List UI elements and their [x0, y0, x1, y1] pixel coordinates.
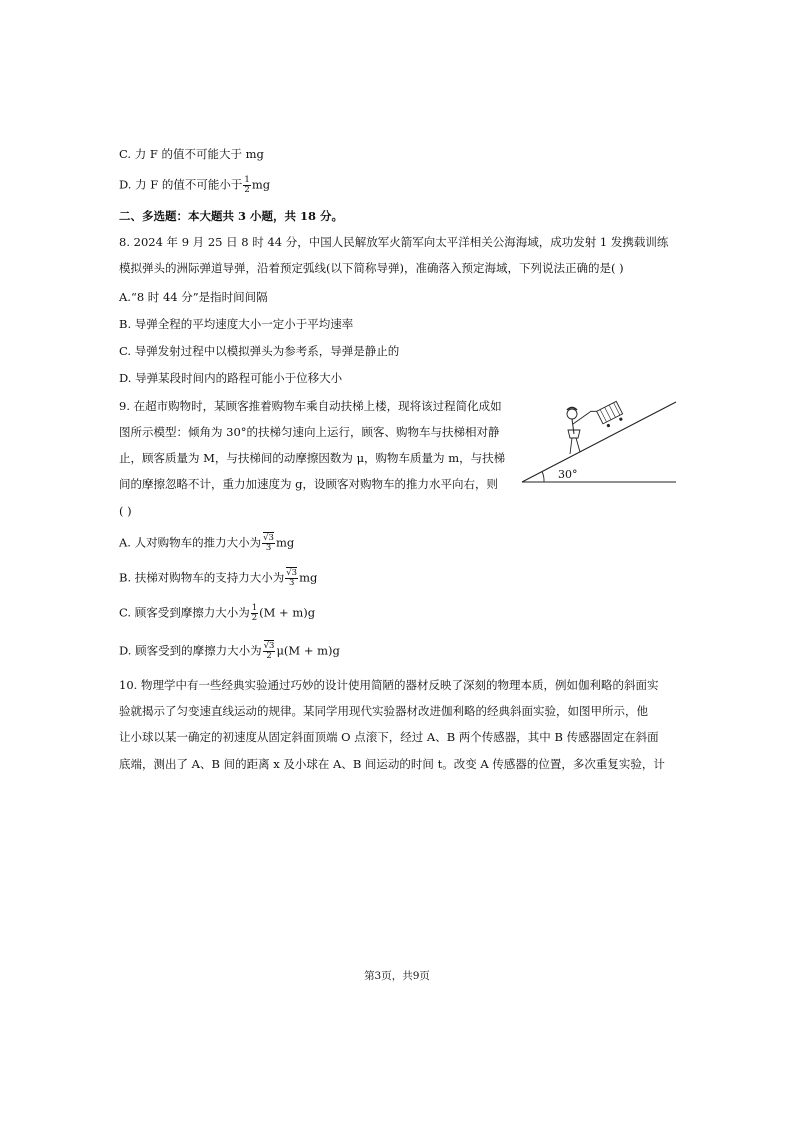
- q9-stem-line3: 止，顾客质量为 M，与扶梯间的动摩擦因数为 μ，购物车质量为 m，与扶梯: [119, 451, 506, 465]
- fraction-one-half: $\frac{1}{2}$: [244, 175, 250, 195]
- q8-option-c: C. 导弹发射过程中以模拟弹头为参考系，导弹是静止的: [119, 344, 400, 358]
- q9-option-c-suffix: (M + m)g: [259, 605, 316, 620]
- q8-option-d: D. 导弹某段时间内的路程可能小于位移大小: [119, 371, 343, 385]
- q9-stem-line4: 间的摩擦忽略不计，重力加速度为 g，设顾客对购物车的推力水平向右，则: [119, 477, 499, 491]
- q9-option-d: [119, 642, 340, 661]
- fraction-sqrt3-over-3: $\frac{√3}{3}$: [263, 533, 274, 553]
- fraction-sqrt3-over-3: $\frac{√3}{3}$: [286, 568, 298, 588]
- q7-option-d-suffix: mg: [251, 177, 271, 192]
- fraction-sqrt3-over-2: $\frac{√3}{2}$: [263, 641, 275, 661]
- q7-option-d: [119, 176, 270, 195]
- q9-option-d-suffix: μ(M + m)g: [276, 643, 340, 658]
- shopper-figure-icon: [567, 408, 590, 455]
- page-number-footer: 第3页，共9页: [364, 970, 430, 982]
- angle-arc: [542, 472, 544, 483]
- q8-stem-line2: 模拟弹头的洲际弹道导弹，沿着预定弧线(以下简称导弹)，准确落入预定海域，下列说法正确的是( ): [119, 261, 624, 275]
- q9-stem-line5: ( ): [119, 504, 132, 518]
- q9-stem-line1: 9. 在超市购物时，某顾客推着购物车乘自动扶梯上楼，现将该过程简化成如: [119, 399, 502, 413]
- incline-line: [522, 402, 676, 482]
- q9-option-d-text: D. 顾客受到的摩擦力大小为: [119, 643, 262, 658]
- q10-stem-line4: 底端，测出了 A、B 间的距离 x 及小球在 A、B 间运动的时间 t。改变 A 传感器的位置，多次重复实验，计: [119, 757, 665, 771]
- q9-option-c-text: C. 顾客受到摩擦力大小为: [119, 605, 250, 620]
- q10-stem-line2: 验就揭示了匀变速直线运动的规律。某同学用现代实验器材改进伽利略的经典斜面实验，如图甲所示，他: [119, 704, 648, 718]
- q9-stem-line2: 图所示模型：倾角为 30°的扶梯匀速向上运行，顾客、购物车与扶梯相对静: [119, 425, 500, 439]
- section-heading: 二、多选题：本大题共 3 小题，共 18 分。: [119, 209, 344, 223]
- q9-option-b: [119, 569, 317, 588]
- q8-option-b: B. 导弹全程的平均速度大小一定小于平均速率: [119, 317, 354, 331]
- q10-stem-line3: 让小球以某一确定的初速度从固定斜面顶端 O 点滚下，经过 A、B 两个传感器，其中 B 传感器固定在斜面: [119, 730, 659, 744]
- angle-label: 30°: [558, 468, 578, 481]
- shopping-cart-icon: [590, 399, 625, 432]
- q9-option-b-text: B. 扶梯对购物车的支持力大小为: [119, 570, 285, 585]
- q7-option-d-text: D. 力 F 的值不可能小于: [119, 177, 243, 192]
- q7-option-c: C. 力 F 的值不可能大于 mg: [119, 147, 264, 161]
- q10-stem-line1: 10. 物理学中有一些经典实验通过巧妙的设计使用简陋的器材反映了深刻的物理本质，例如伽利略的斜面实: [119, 678, 659, 692]
- fraction-one-half: $\frac{1}{2}$: [251, 603, 258, 623]
- q9-option-a: [119, 534, 294, 553]
- q9-option-a-suffix: mg: [275, 535, 295, 550]
- q9-option-a-text: A. 人对购物车的推力大小为: [119, 535, 262, 550]
- escalator-figure: [520, 394, 680, 486]
- q8-option-a: A.“8 时 44 分”是指时间间隔: [119, 290, 268, 304]
- q9-option-c: [119, 604, 315, 623]
- q8-stem-line1: 8. 2024 年 9 月 25 日 8 时 44 分，中国人民解放军火箭军向太平洋相关公海海域，成功发射 1 发携载训练: [119, 235, 669, 249]
- q9-option-b-suffix: mg: [299, 570, 318, 585]
